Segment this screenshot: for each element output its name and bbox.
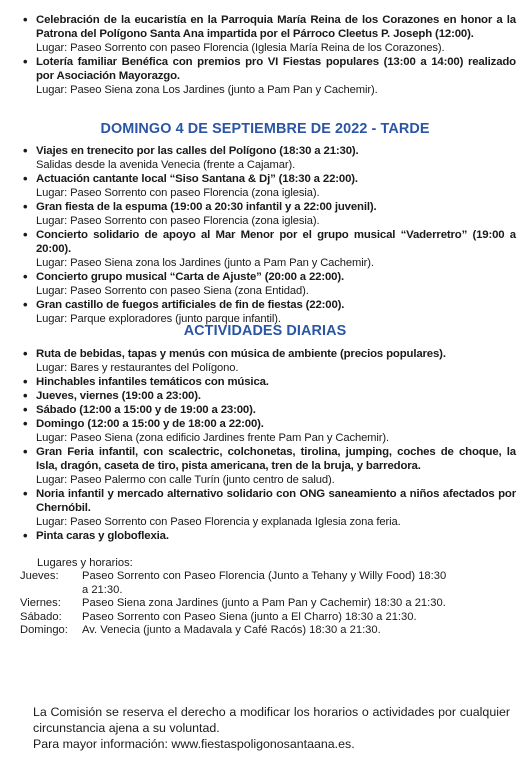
list-item (0, 403, 530, 417)
item-title: Jueves, viernes (19:00 a 23:00). (36, 390, 201, 402)
list-item (0, 13, 530, 55)
schedule-value: Paseo Sorrento con Paseo Florencia (Junto a Tehany y Willy Food) 18:30 a 21:30. (82, 570, 447, 596)
item-location: Salidas desde la avenida Venecia (frente a Cajamar). (36, 159, 296, 171)
list-item (0, 347, 530, 375)
schedule-value: Paseo Sorrento con Paseo Siena (junto a El Charro) 18:30 a 21:30. (82, 610, 417, 623)
schedule-row (0, 624, 530, 637)
item-location: Lugar: Bares y restaurantes del Polígono. (36, 362, 239, 374)
item-title: Viajes en trenecito por las calles del Polígono (18:30 a 21:30). (36, 145, 359, 157)
schedule-day: Domingo: (20, 624, 68, 637)
bullet-icon: • (23, 227, 28, 242)
bullet-icon: • (23, 12, 28, 27)
list-item (0, 144, 530, 172)
daily-activities-list (0, 347, 530, 543)
item-location: Lugar: Paseo Siena zona Los Jardines (junto a Pam Pan y Cachemir). (36, 84, 378, 96)
item-title: Lotería familiar Benéfica con premios pro VI Fiestas populares (13:00 a 14:00) realizado por Asociación Mayorazgo. (36, 56, 516, 82)
bullet-icon: • (23, 444, 28, 459)
item-title: Hinchables infantiles temáticos con música. (36, 376, 269, 388)
heading-domingo-tarde: DOMINGO 4 DE SEPTIEMBRE DE 2022 - TARDE (100, 121, 430, 137)
item-title: Domingo (12:00 a 15:00 y de 18:00 a 22:00). (36, 418, 264, 430)
item-title: Actuación cantante local “Siso Santana & Dj” (18:30 a 22:00). (36, 173, 358, 185)
list-item (0, 270, 530, 298)
item-title: Sábado (12:00 a 15:00 y de 19:00 a 23:00). (36, 404, 256, 416)
footer-info-link: Para mayor información: www.fiestaspoligonosantaana.es. (33, 737, 355, 751)
item-title: Concierto grupo musical “Carta de Ajuste” (20:00 a 22:00). (36, 271, 345, 283)
schedule-day: Sábado: (20, 610, 62, 623)
item-location: Lugar: Paseo Sorrento con paseo Florencia (zona iglesia). (36, 215, 320, 227)
bullet-icon: • (23, 54, 28, 69)
bullet-icon: • (23, 346, 28, 361)
bullet-icon: • (23, 388, 28, 403)
list-item (0, 487, 530, 529)
item-location: Lugar: Paseo Sorrento con paseo Florencia (zona iglesia). (36, 187, 320, 199)
bullet-icon: • (23, 486, 28, 501)
item-title: Celebración de la eucaristía en la Parroquia María Reina de los Corazones en honor a la Patrona del Polígono Santa Ana impartida por el Párroco Cleetus P. Joseph (12:00). (36, 14, 516, 40)
list-item (0, 445, 530, 487)
item-location: Lugar: Paseo Palermo con calle Turín (junto centro de salud). (36, 474, 335, 486)
list-item (0, 200, 530, 228)
heading-actividades-diarias: ACTIVIDADES DIARIAS (183, 323, 347, 339)
list-item (0, 417, 530, 445)
item-title: Pinta caras y globoflexia. (36, 530, 169, 542)
item-title: Gran Feria infantil, con scalectric, colchonetas, tirolina, jumping, coches de choque, la Isla, dragón, caseta de tiro, pista americana, tren de la bruja, y barredora. (36, 446, 516, 472)
item-title: Gran fiesta de la espuma (19:00 a 20:30 infantil y a 22:00 juvenil). (36, 201, 377, 213)
morning-list (0, 13, 530, 97)
item-title: Gran castillo de fuegos artificiales de fin de fiestas (22:00). (36, 299, 345, 311)
bullet-icon: • (23, 143, 28, 158)
schedule-block (0, 557, 530, 637)
bullet-icon: • (23, 297, 28, 312)
list-item (0, 389, 530, 403)
bullet-icon: • (23, 416, 28, 431)
list-item (0, 228, 530, 270)
sunday-afternoon-list (0, 144, 530, 326)
item-location: Lugar: Paseo Sorrento con paseo Siena (zona Entidad). (36, 285, 309, 297)
schedule-row (0, 611, 530, 624)
schedule-value: Paseo Siena zona Jardines (junto a Pam Pan y Cachemir) 18:30 a 21:30. (82, 597, 446, 610)
list-item (0, 172, 530, 200)
item-title: Concierto solidario de apoyo al Mar Menor por el grupo musical “Vaderretro” (19:00 a 20:00). (36, 229, 516, 255)
item-location: Lugar: Paseo Siena zona los Jardines (junto a Pam Pan y Cachemir). (36, 257, 374, 269)
list-item (0, 375, 530, 389)
schedule-value: Av. Venecia (junto a Madavala y Café Racós) 18:30 a 21:30. (82, 624, 381, 637)
footer-note (33, 704, 510, 752)
item-location: Lugar: Paseo Sorrento con paseo Florencia (Iglesia María Reina de los Corazones). (36, 42, 445, 54)
item-location: Lugar: Paseo Siena (zona edificio Jardines frente Pam Pan y Cachemir). (36, 432, 390, 444)
bullet-icon: • (23, 374, 28, 389)
bullet-icon: • (23, 402, 28, 417)
schedule-day: Viernes: (20, 597, 61, 610)
bullet-icon: • (23, 199, 28, 214)
schedule-day: Jueves: (20, 570, 59, 583)
footer-disclaimer: La Comisión se reserva el derecho a modificar los horarios o actividades por cualquier circunstancia ajena a su voluntad. (33, 705, 510, 735)
item-location: Lugar: Parque exploradores (junto parque infantil). (36, 313, 281, 325)
schedule-row (0, 570, 530, 597)
bullet-icon: • (23, 171, 28, 186)
list-item (0, 55, 530, 97)
schedule-row (0, 597, 530, 610)
bullet-icon: • (23, 528, 28, 543)
list-item (0, 529, 530, 543)
item-title: Noria infantil y mercado alternativo solidario con ONG saneamiento a niños afectados por Chernóbil. (36, 488, 516, 514)
bullet-icon: • (23, 269, 28, 284)
item-location: Lugar: Paseo Sorrento con Paseo Florencia y explanada Iglesia zona feria. (36, 516, 401, 528)
item-title: Ruta de bebidas, tapas y menús con música de ambiente (precios populares). (36, 348, 446, 360)
schedule-heading: Lugares y horarios: (37, 557, 133, 569)
